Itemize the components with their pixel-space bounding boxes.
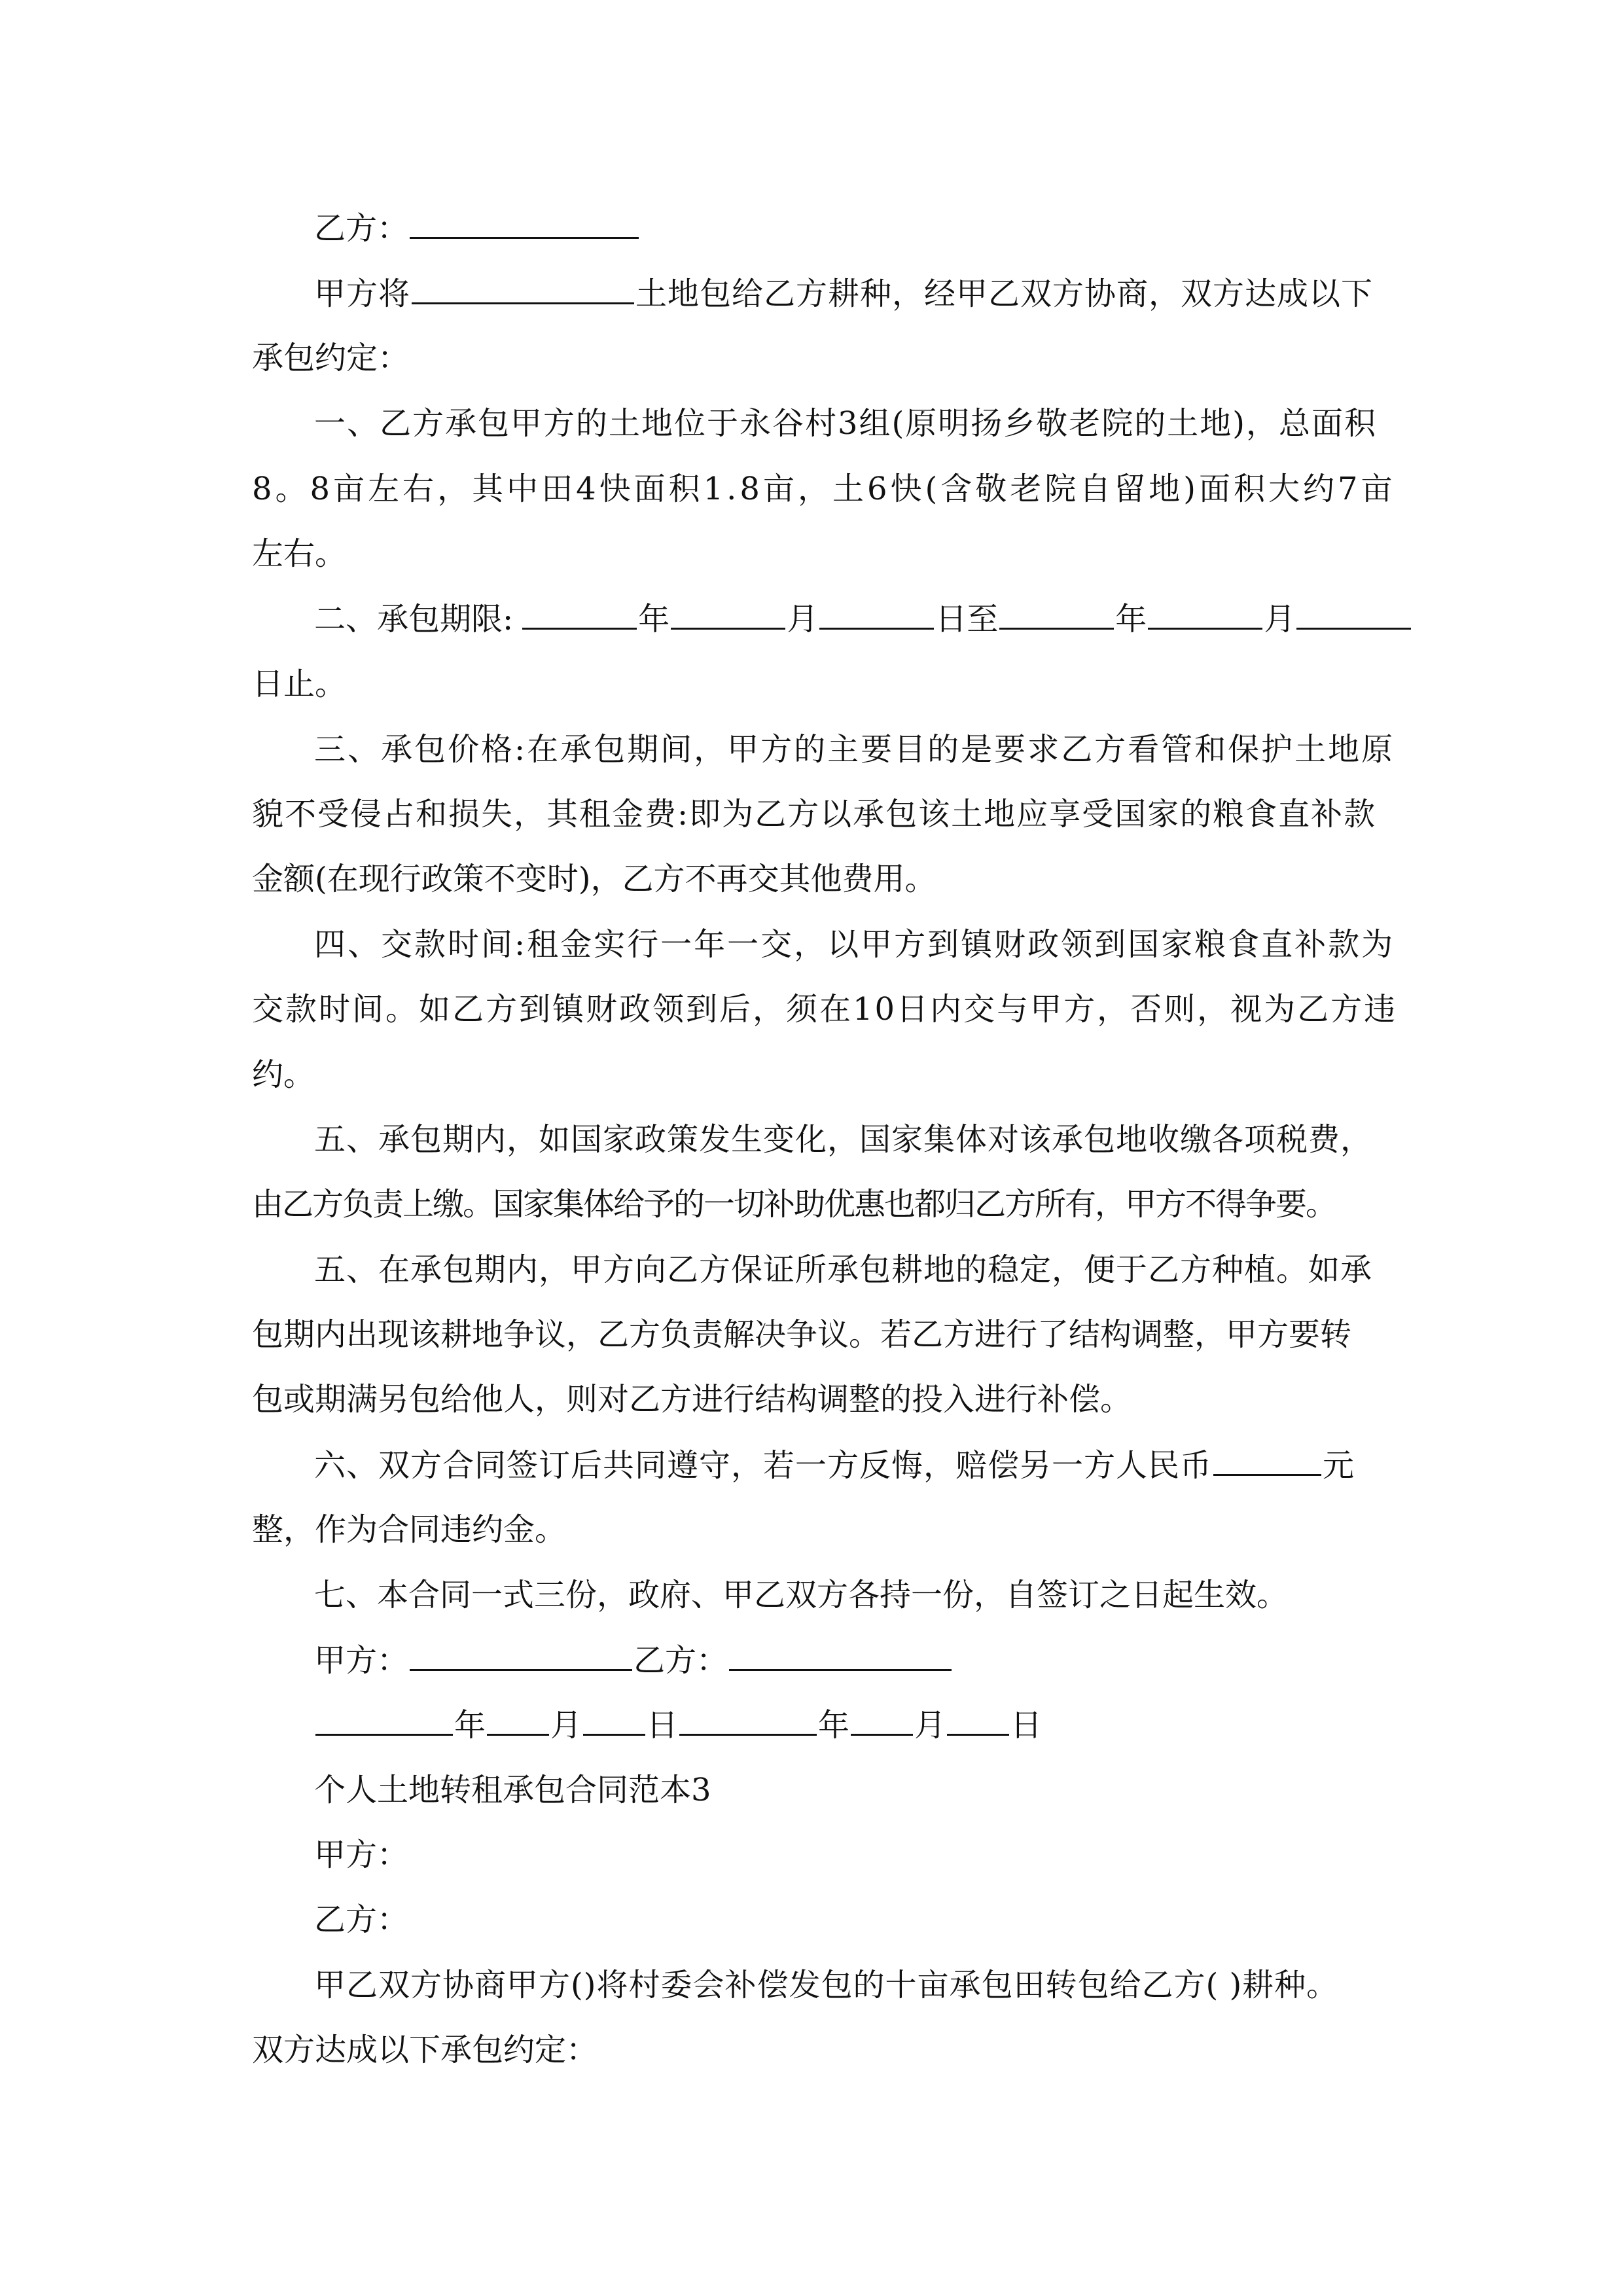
party-a-year-label: 年 bbox=[454, 1707, 486, 1744]
end-month-label: 月 bbox=[1264, 601, 1296, 637]
party-b-day-label: 日 bbox=[1010, 1707, 1043, 1744]
term-label: 二、承包期限: bbox=[314, 601, 514, 637]
party-a-day-label: 日 bbox=[647, 1707, 679, 1744]
end-day-blank[interactable] bbox=[1296, 599, 1411, 630]
clause-5a-line-2: 由乙方负责上缴。国家集体给予的一切补助优惠也都归乙方所有，甲方不得争要。 bbox=[252, 1186, 1336, 1223]
start-day-blank[interactable] bbox=[819, 599, 934, 630]
party-a-sign-blank[interactable] bbox=[410, 1640, 632, 1671]
intro-text-b: 土地包给乙方耕种，经甲乙双方协商，双方达成以下 bbox=[635, 276, 1374, 312]
party-b-month-blank[interactable] bbox=[851, 1705, 913, 1736]
party-b-line bbox=[314, 208, 640, 247]
end-month-blank[interactable] bbox=[1148, 599, 1262, 630]
start-day-label: 日至 bbox=[935, 601, 999, 637]
clause-2-line-1 bbox=[314, 599, 1412, 638]
party-a-year-blank[interactable] bbox=[315, 1705, 453, 1736]
date-line bbox=[314, 1705, 1042, 1744]
end-year-blank[interactable] bbox=[999, 599, 1114, 630]
template-3-party-b: 乙方： bbox=[314, 1901, 409, 1938]
party-a-sign-label: 甲方： bbox=[314, 1642, 409, 1679]
party-a-month-label: 月 bbox=[550, 1707, 582, 1744]
party-b-blank[interactable] bbox=[410, 208, 639, 239]
party-b-sign-blank[interactable] bbox=[729, 1640, 952, 1671]
land-name-blank[interactable] bbox=[412, 274, 634, 304]
party-a-day-blank[interactable] bbox=[583, 1705, 645, 1736]
clause-2-line-2: 日止。 bbox=[252, 666, 347, 702]
clause-7-line-1: 七、本合同一式三份，政府、甲乙双方各持一份，自签订之日起生效。 bbox=[314, 1577, 1289, 1613]
party-b-year-label: 年 bbox=[818, 1707, 850, 1744]
intro-line-2: 承包约定： bbox=[252, 340, 410, 376]
clause-3-line-3: 金额(在现行政策不变时)，乙方不再交其他费用。 bbox=[252, 861, 936, 897]
clause-1-line-2: 8。8亩左右，其中田4快面积1.8亩，土6快(含敬老院自留地)面积大约7亩 bbox=[252, 471, 1396, 507]
clause-1-line-1: 一、乙方承包甲方的土地位于永谷村3组(原明扬乡敬老院的土地)，总面积 bbox=[314, 405, 1377, 442]
template-3-intro-line-1: 甲乙双方协商甲方()将村委会补偿发包的十亩承包田转包给乙方( )耕种。 bbox=[314, 1967, 1339, 2003]
start-month-blank[interactable] bbox=[671, 599, 785, 630]
template-3-party-a: 甲方： bbox=[314, 1837, 409, 1873]
clause-6-line-2: 整，作为合同违约金。 bbox=[252, 1511, 567, 1548]
start-month-label: 月 bbox=[787, 601, 819, 637]
party-b-sign-label: 乙方： bbox=[633, 1642, 728, 1679]
clause-1-line-3: 左右。 bbox=[252, 535, 347, 572]
start-year-label: 年 bbox=[638, 601, 670, 637]
section-title-template-3: 个人土地转租承包合同范本3 bbox=[314, 1772, 711, 1808]
party-a-month-blank[interactable] bbox=[487, 1705, 549, 1736]
end-year-label: 年 bbox=[1115, 601, 1147, 637]
clause-4-line-3: 约。 bbox=[252, 1056, 315, 1093]
signature-line bbox=[314, 1640, 953, 1679]
template-3-intro-line-2: 双方达成以下承包约定： bbox=[252, 2032, 598, 2068]
clause-5a-line-1: 五、承包期内，如国家政策发生变化，国家集体对该承包地收缴各项税费， bbox=[314, 1121, 1373, 1158]
yuan-label: 元 bbox=[1323, 1447, 1355, 1484]
clause-4-line-2: 交款时间。如乙方到镇财政领到后，须在10日内交与甲方，否则，视为乙方违 bbox=[252, 991, 1398, 1028]
clause-4-line-1: 四、交款时间:租金实行一年一交，以甲方到镇财政领到国家粮食直补款为 bbox=[314, 926, 1395, 963]
party-b-day-blank[interactable] bbox=[947, 1705, 1009, 1736]
clause-5b-line-3: 包或期满另包给他人，则对乙方进行结构调整的投入进行补偿。 bbox=[252, 1381, 1132, 1418]
intro-text-a: 甲方将 bbox=[314, 276, 411, 312]
party-b-month-label: 月 bbox=[914, 1707, 946, 1744]
clause-5b-line-2: 包期内出现该耕地争议，乙方负责解决争议。若乙方进行了结构调整，甲方要转 bbox=[252, 1316, 1352, 1353]
party-b-year-blank[interactable] bbox=[679, 1705, 817, 1736]
intro-line-1 bbox=[314, 274, 1373, 313]
penalty-amount-blank[interactable] bbox=[1213, 1445, 1321, 1476]
clause-5b-line-1: 五、在承包期内，甲方向乙方保证所承包耕地的稳定，便于乙方种植。如承 bbox=[314, 1251, 1373, 1288]
clause-3-line-2: 貌不受侵占和损失，其租金费:即为乙方以承包该土地应享受国家的粮食直补款 bbox=[252, 796, 1377, 833]
clause-3-line-1: 三、承包价格:在承包期间，甲方的主要目的是要求乙方看管和保护土地原 bbox=[314, 731, 1395, 768]
start-year-blank[interactable] bbox=[522, 599, 637, 630]
penalty-text: 六、双方合同签订后共同遵守，若一方反悔，赔偿另一方人民币 bbox=[314, 1447, 1213, 1484]
clause-6-line-1 bbox=[314, 1445, 1355, 1484]
party-b-label: 乙方： bbox=[314, 210, 409, 247]
